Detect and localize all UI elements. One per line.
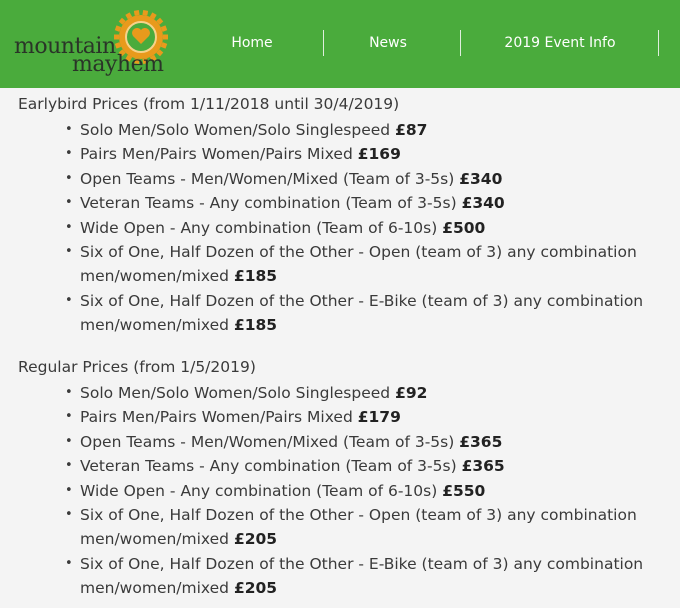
main-nav: [190, 30, 680, 56]
bullet-icon: •: [65, 170, 73, 186]
price-item: [58, 289, 658, 338]
logo-text-line2: mayhem: [72, 52, 164, 77]
price-item: [58, 503, 658, 552]
price-value: £92: [395, 384, 428, 402]
regular-price-list: [58, 381, 658, 601]
price-item: [58, 240, 658, 289]
price-item: [58, 118, 658, 142]
price-value: £365: [459, 432, 503, 451]
bullet-icon: •: [65, 219, 73, 235]
price-item: [58, 216, 658, 240]
price-item-label: Pairs Men/Pairs Women/Pairs Mixed: [80, 408, 358, 427]
nav-item-event-info[interactable]: 2019 Event Info: [504, 35, 616, 51]
nav-item-home[interactable]: Home: [231, 35, 273, 51]
bullet-icon: •: [65, 458, 73, 474]
price-value: £340: [459, 169, 503, 188]
bullet-icon: •: [65, 507, 73, 523]
bullet-icon: •: [65, 433, 73, 449]
price-item-label: Six of One, Half Dozen of the Other - E-Bike (team of 3) any combination men/women/mixed: [80, 554, 644, 598]
price-item-label: Six of One, Half Dozen of the Other - Open (team of 3) any combination men/women/mixed: [80, 243, 637, 286]
price-item-label: Open Teams - Men/Women/Mixed (Team of 3-5s): [80, 169, 460, 188]
price-value: £550: [442, 481, 486, 500]
price-value: £340: [461, 194, 505, 213]
price-item-label: Six of One, Half Dozen of the Other - Open (team of 3) any combination men/women/mixed: [80, 506, 637, 549]
price-item-label: Solo Men/Solo Women/Solo Singlespeed: [80, 121, 396, 139]
earlybird-price-list: [58, 118, 658, 338]
regular-prices-title: Regular Prices (from 1/5/2019): [18, 358, 256, 376]
bullet-icon: •: [65, 555, 73, 571]
price-item: [58, 167, 658, 191]
earlybird-prices-title: Earlybird Prices (from 1/11/2018 until 30/4/2019): [18, 95, 400, 113]
site-logo[interactable]: [14, 8, 179, 76]
nav-divider: [460, 30, 461, 56]
bullet-icon: •: [65, 409, 73, 425]
nav-divider: [658, 30, 659, 56]
price-value: £205: [233, 530, 278, 549]
price-value: £500: [442, 218, 486, 237]
nav-item-news[interactable]: News: [369, 35, 407, 51]
price-item: [58, 381, 658, 405]
price-item: [58, 430, 658, 454]
price-item-label: Pairs Men/Pairs Women/Pairs Mixed: [80, 145, 358, 164]
price-item-label: Open Teams - Men/Women/Mixed (Team of 3-5s): [80, 432, 460, 451]
site-header: [0, 0, 680, 88]
price-item-label: Wide Open - Any combination (Team of 6-10s): [80, 481, 443, 500]
price-value: £185: [233, 316, 278, 335]
price-value: £185: [233, 267, 278, 286]
bullet-icon: •: [65, 244, 73, 260]
bullet-icon: •: [65, 146, 73, 162]
price-item: [58, 479, 658, 503]
price-item: [58, 191, 658, 215]
price-value: £365: [461, 457, 505, 476]
price-item: [58, 405, 658, 429]
price-value: £169: [357, 145, 401, 164]
main-content: [0, 88, 680, 608]
price-item: [58, 142, 658, 166]
price-item: [58, 454, 658, 478]
nav-divider: [323, 30, 324, 56]
bullet-icon: •: [65, 385, 73, 400]
price-item-label: Six of One, Half Dozen of the Other - E-Bike (team of 3) any combination men/women/mixed: [80, 291, 644, 335]
price-value: £205: [233, 579, 278, 598]
price-item-label: Solo Men/Solo Women/Solo Singlespeed: [80, 384, 396, 402]
price-item-label: Veteran Teams - Any combination (Team of 3-5s): [80, 194, 462, 213]
bullet-icon: •: [65, 482, 73, 498]
price-item-label: Veteran Teams - Any combination (Team of 3-5s): [80, 457, 462, 476]
price-value: £87: [395, 121, 428, 139]
bullet-icon: •: [65, 292, 73, 308]
bullet-icon: •: [65, 122, 73, 137]
price-item: [58, 552, 658, 601]
price-item-label: Wide Open - Any combination (Team of 6-10s): [80, 218, 443, 237]
bullet-icon: •: [65, 195, 73, 211]
price-value: £179: [357, 408, 401, 427]
logo-text-line1: mountain: [14, 34, 116, 59]
